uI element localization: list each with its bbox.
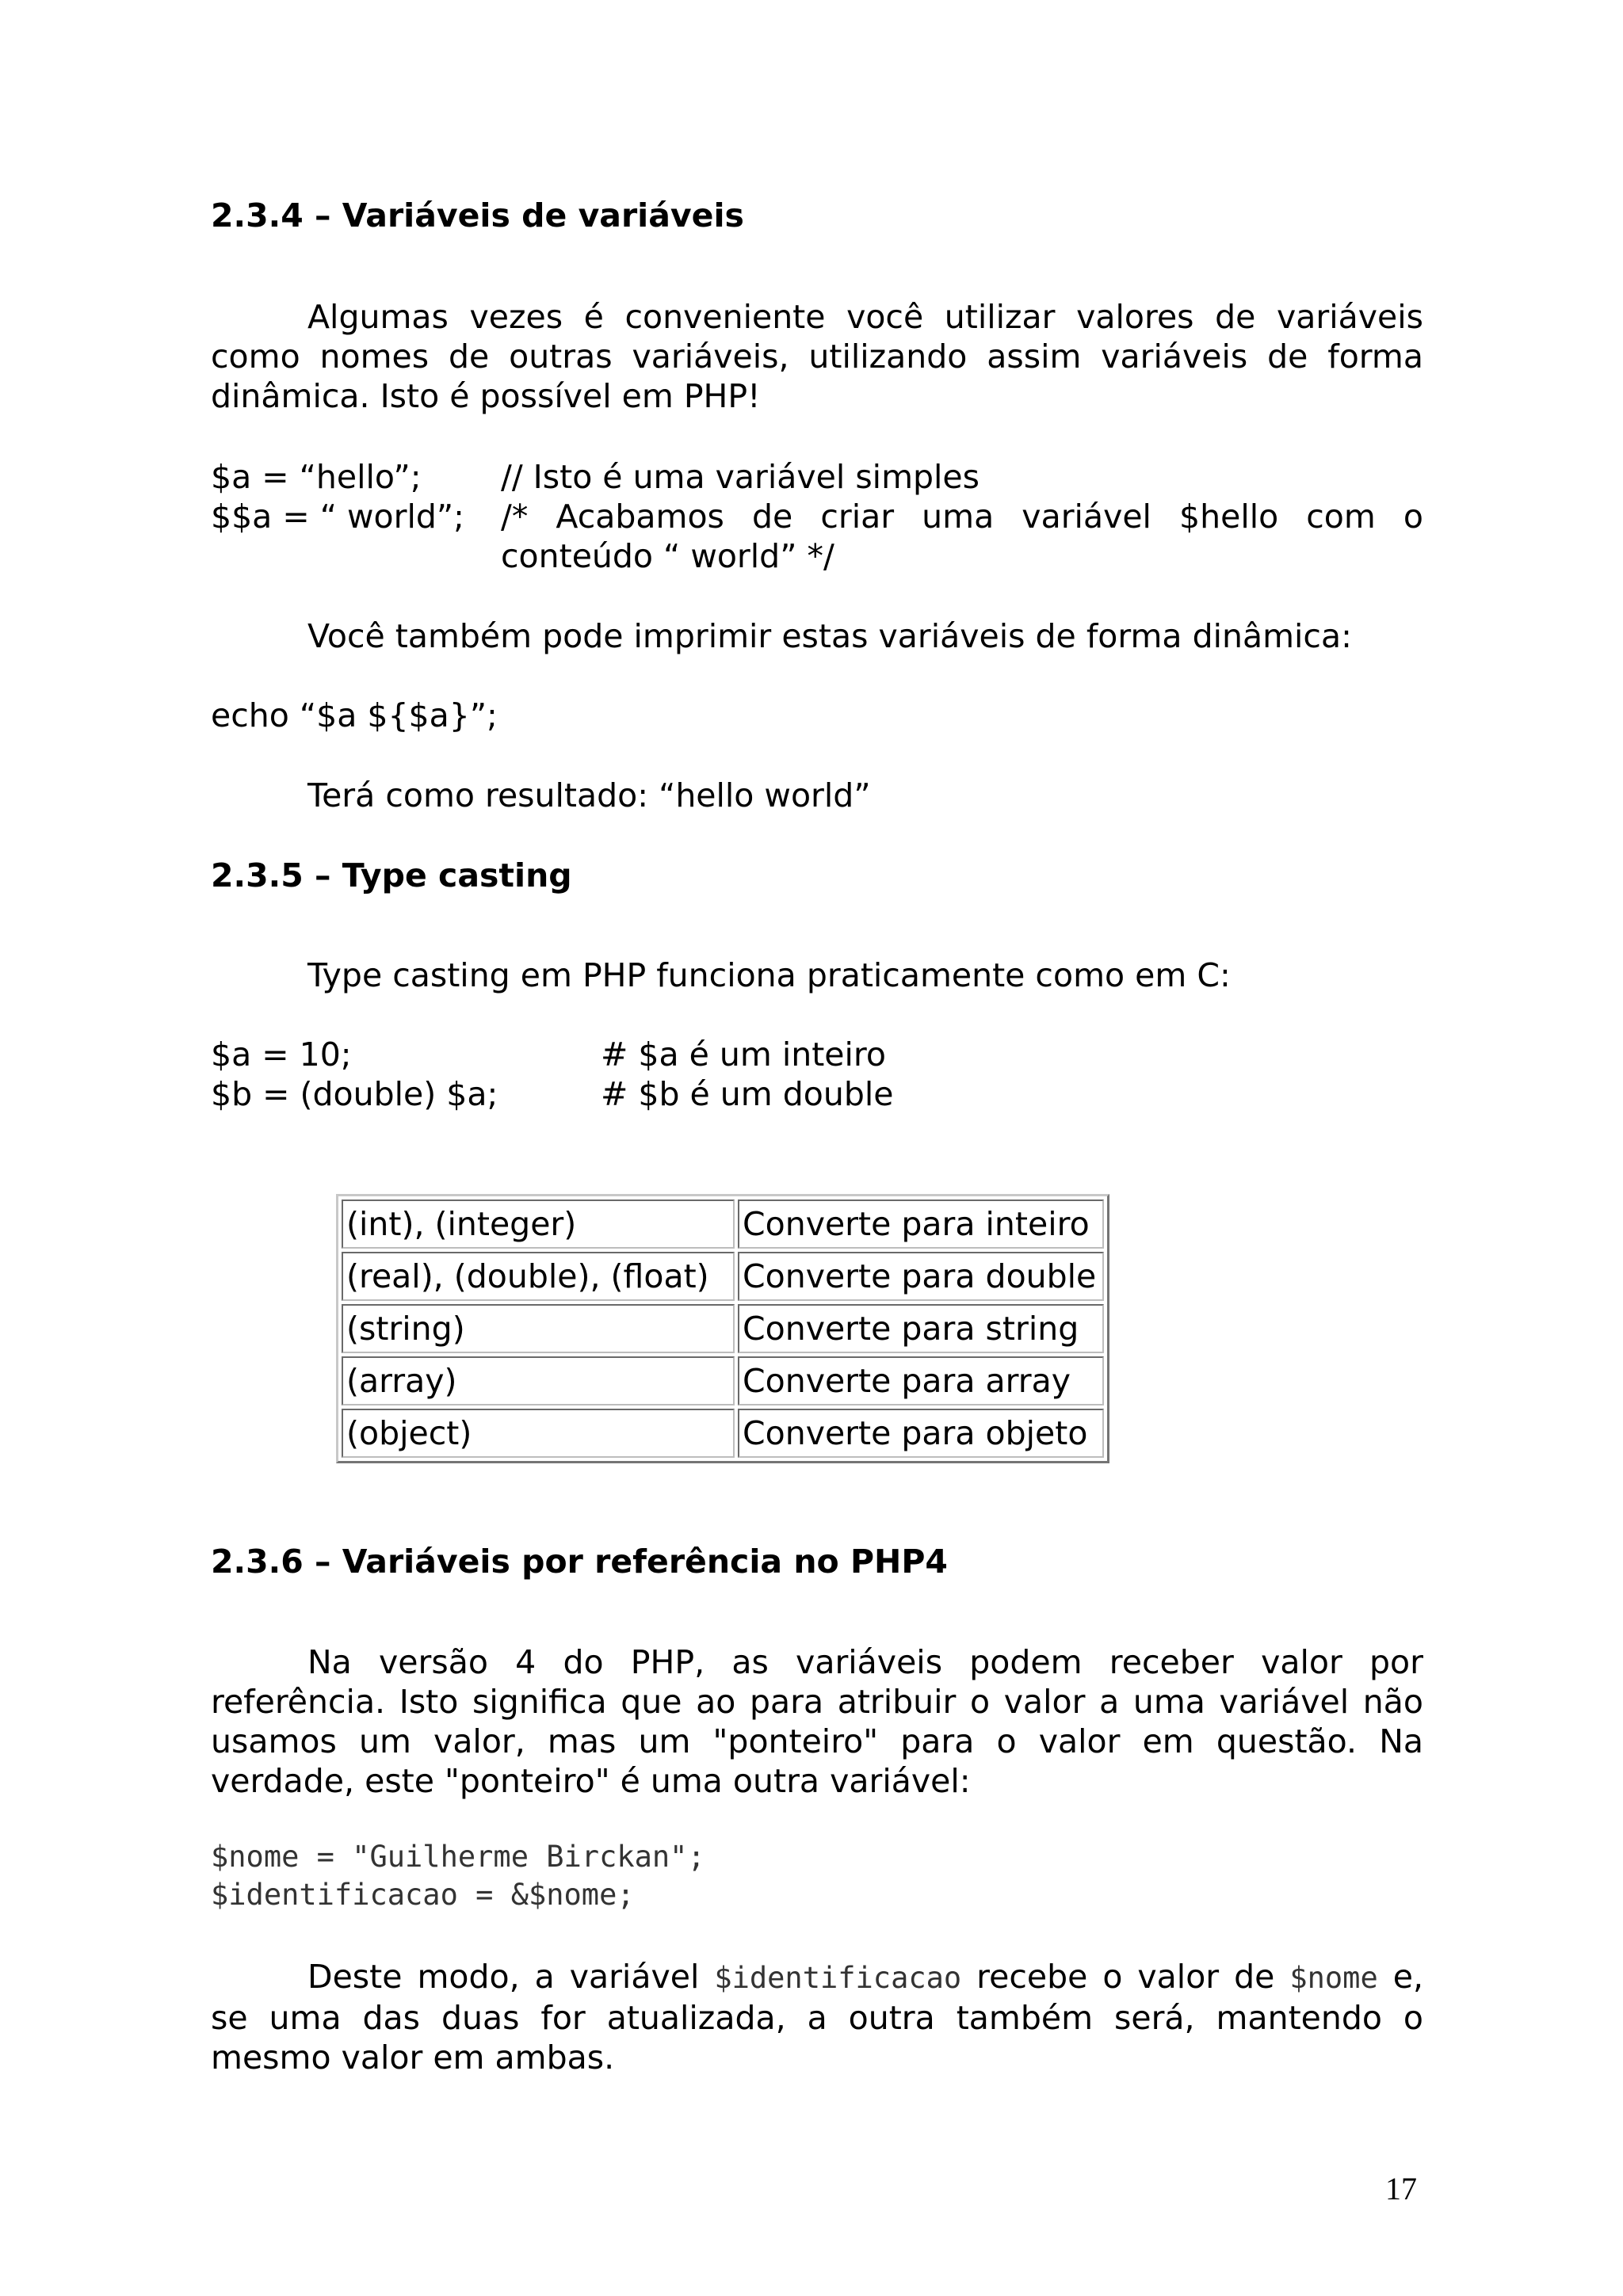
outro-text-2: recebe o valor de (961, 1958, 1290, 1996)
outro-var-nome: $nome (1289, 1961, 1378, 1995)
type-casting-table (336, 1194, 1109, 1463)
code-b-double: $b = (double) $a; (211, 1075, 498, 1113)
page-number: 17 (1385, 2171, 1417, 2206)
code-a-hello: $a = “hello”; (211, 458, 422, 496)
code-nome: $nome = "Guilherme Birckan"; (211, 1840, 705, 1874)
code-b-double-comment: # $b é um double (601, 1075, 894, 1113)
table-row (342, 1252, 1104, 1301)
section-2-3-4-print-text: Você também pode imprimir estas variáveis de forma dinâmica: (307, 617, 1352, 655)
section-2-3-5-intro: Type casting em PHP funciona praticamente como em C: (307, 956, 1231, 994)
desc-cell: Converte para double (738, 1252, 1104, 1301)
cast-cell: (string) (342, 1304, 735, 1353)
cast-cell: (real), (double), (float) (342, 1252, 735, 1301)
table-row (342, 1199, 1104, 1249)
code-identificacao: $identificacao = &$nome; (211, 1878, 635, 1912)
table-row (342, 1356, 1104, 1405)
cast-cell: (int), (integer) (342, 1199, 735, 1249)
desc-cell: Converte para objeto (738, 1409, 1104, 1458)
desc-cell: Converte para string (738, 1304, 1104, 1353)
code-aa-world: $$a = “ world”; (211, 498, 464, 536)
section-2-3-6-outro (211, 1957, 1423, 2077)
code-a-10-comment: # $a é um inteiro (601, 1035, 886, 1074)
section-2-3-5-title: 2.3.5 – Type casting (211, 856, 572, 894)
outro-text-1: Deste modo, a variável (307, 1958, 715, 1996)
table-row (342, 1304, 1104, 1353)
section-2-3-4-result: Terá como resultado: “hello world” (307, 776, 871, 814)
section-2-3-6-intro: Na versão 4 do PHP, as variáveis podem receber valor por referência. Isto significa que ao para atribuir o valor a uma variável não usamos um valor, mas um "ponteiro" para o valor em questão. Na verdade, este "ponteiro" é uma outra variável: (211, 1643, 1423, 1800)
echo-line: echo “$a ${$a}”; (211, 696, 498, 734)
desc-cell: Converte para inteiro (738, 1199, 1104, 1249)
outro-text-3: e, se uma das duas for atualizada, a outra também será, mantendo o mesmo valor em ambas. (211, 1958, 1423, 2077)
cast-cell: (array) (342, 1356, 735, 1405)
code-a-hello-comment: // Isto é uma variável simples (501, 458, 980, 496)
section-2-3-6-title: 2.3.6 – Variáveis por referência no PHP4 (211, 1543, 948, 1581)
desc-cell: Converte para array (738, 1356, 1104, 1405)
code-aa-world-comment: /* Acabamos de criar uma variável $hello com o conteúdo “ world” */ (501, 498, 1423, 575)
table-row (342, 1409, 1104, 1458)
section-2-3-4-title: 2.3.4 – Variáveis de variáveis (211, 196, 744, 235)
code-a-10: $a = 10; (211, 1035, 352, 1074)
cast-cell: (object) (342, 1409, 735, 1458)
outro-var-identificacao: $identificacao (714, 1961, 962, 1995)
section-2-3-4-intro: Algumas vezes é conveniente você utilizar valores de variáveis como nomes de outras variáveis, utilizando assim variáveis de forma dinâmica. Isto é possível em PHP! (211, 298, 1423, 415)
